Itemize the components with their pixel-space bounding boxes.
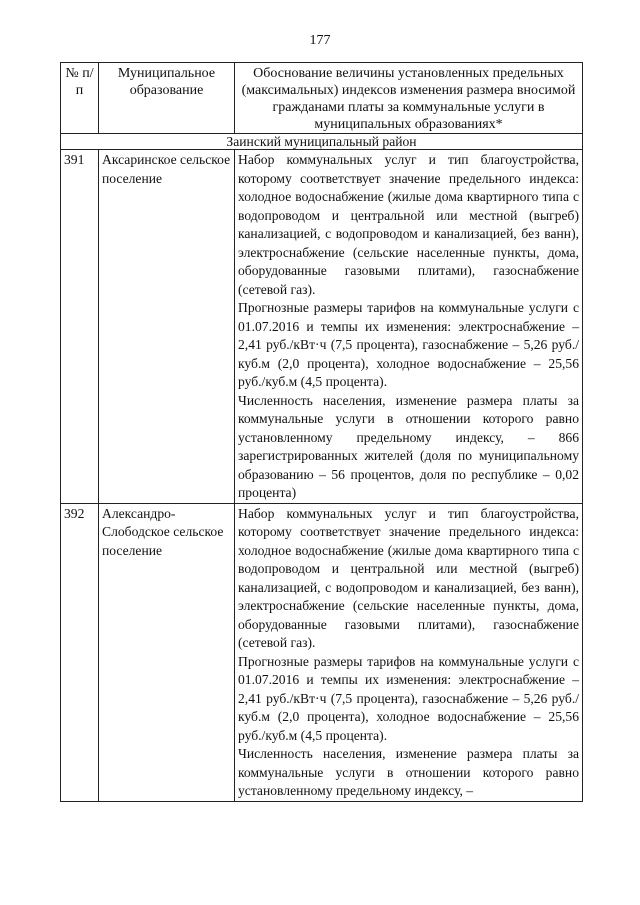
paragraph-utilities-set: Набор коммунальных услуг и тип благоустройства, которому соответствует значение предельного индекса: холодное водоснабжение (жилые дома квартирного типа с водопроводом и центральной или местной (выгреб) канализацией, с водопроводом и канализацией, без ванн), электроснабжение (сельские населенные пункты, дома, оборудованные газовыми плитами), газоснабжение (сетевой газ). [238,152,579,297]
header-num: № п/п [61,63,99,134]
row-number: 392 [61,503,99,801]
paragraph-tariffs: Прогнозные размеры тарифов на коммунальные услуги с 01.07.2016 и темпы их изменения: электроснабжение – 2,41 руб./кВт·ч (7,5 процента), газоснабжение – 5,26 руб./куб.м (2,0 процента), холодное водоснабжение – 25,56 руб./куб.м (4,5 процента). [238,653,579,743]
table-header-row [61,63,583,134]
justification-cell [235,150,583,504]
district-name: Заинский муниципальный район [61,134,583,150]
municipality-name: Александро-Слободское сельское поселение [99,503,235,801]
table-row [61,150,583,504]
paragraph-population: Численность населения, изменение размера платы за коммунальные услуги в отношении которого равно установленному предельному индексу, – [238,746,579,798]
row-number: 391 [61,150,99,504]
header-justification: Обоснование величины установленных предельных (максимальных) индексов изменения размера вносимой гражданами платы за коммунальные услуги в муниципальных образованиях* [235,63,583,134]
table-row [61,503,583,801]
header-municipality: Муниципальное образование [99,63,235,134]
justification-cell [235,503,583,801]
municipality-name: Аксаринское сельское поселение [99,150,235,504]
page-number: 177 [309,33,331,48]
paragraph-tariffs: Прогнозные размеры тарифов на коммунальные услуги с 01.07.2016 и темпы их изменения: электроснабжение – 2,41 руб./кВт·ч (7,5 процента), газоснабжение – 5,26 руб./куб.м (2,0 процента), холодное водоснабжение – 25,56 руб./куб.м (4,5 процента). [238,300,579,389]
paragraph-utilities-set: Набор коммунальных услуг и тип благоустройства, которому соответствует значение предельного индекса: холодное водоснабжение (жилые дома квартирного типа с водопроводом и центральной или местной (выгреб) канализацией, с водопроводом и канализацией, без ванн), электроснабжение (сельские населенные пункты, дома, оборудованные газовыми плитами), газоснабжение (сетевой газ). [238,505,579,650]
paragraph-population: Численность населения, изменение размера платы за коммунальные услуги в отношении которого равно установленному предельному индексу, – 866 зарегистрированных жителей (доля по муниципальному образованию – 56 процентов, доля по республике – 0,02 процента) [238,392,579,500]
district-row [61,134,583,150]
tariff-table [60,62,583,802]
